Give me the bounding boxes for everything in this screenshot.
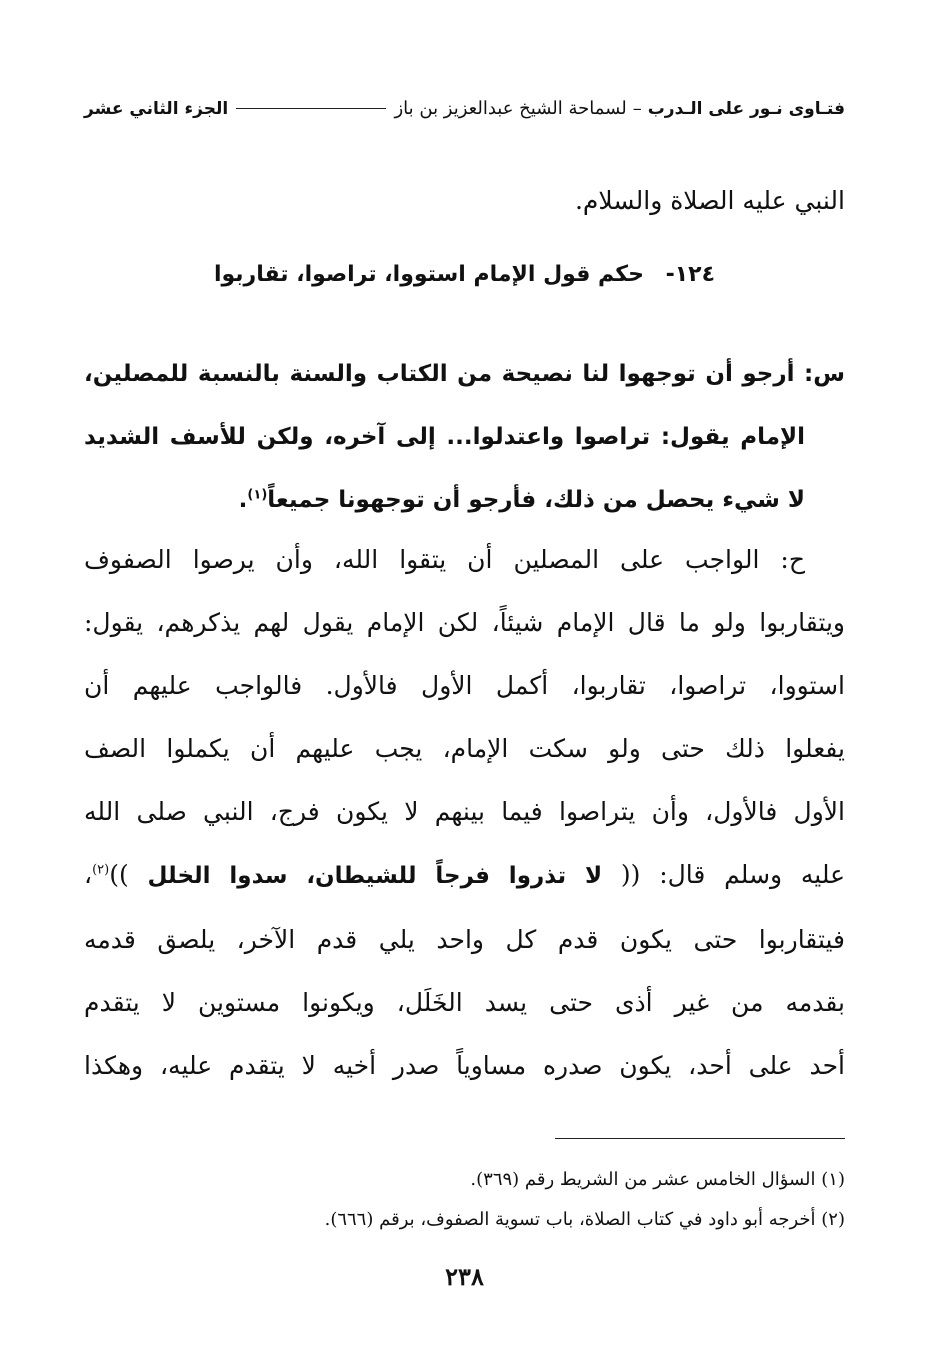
header-dash: –	[632, 98, 642, 119]
footnote-separator	[555, 1138, 845, 1139]
question-line-last	[84, 469, 845, 532]
question-end: .	[238, 487, 248, 513]
answer-line: يفعلوا ذلك حتى ولو سكت الإمام، يجب عليهم أن يكملوا الصف	[84, 734, 845, 763]
book-title: فتـاوى نـور على الـدرب	[647, 98, 845, 119]
question-line-text: لا شيء يحصل من ذلك، فأرجو أن توجهونا جميعاً	[267, 487, 805, 513]
running-header	[84, 98, 845, 119]
hadith-close: ))	[109, 860, 129, 889]
hadith-suffix: ،	[84, 860, 93, 889]
section-heading	[0, 262, 929, 287]
header-rule	[236, 108, 386, 109]
footnotes	[84, 1160, 845, 1240]
footnote-2: (٢) أخرجه أبو داود في كتاب الصلاة، باب تسوية الصفوف، برقم (٦٦٦).	[324, 1209, 845, 1230]
answer-line: بقدمه من غير أذى حتى يسد الخَلَل، ويكونوا مستوين لا يتقدم	[84, 988, 845, 1017]
answer-line: ويتقاربوا ولو ما قال الإمام شيئاً، لكن الإمام يقول لهم يذكرهم، يقول:	[84, 608, 845, 637]
answer-line: أحد على أحد، يكون صدره مساوياً صدر أخيه لا يتقدم عليه، وهكذا	[84, 1051, 845, 1080]
question-block	[84, 343, 845, 532]
hadith-quote: لا تذروا فرجاً للشيطان، سدوا الخلل	[147, 863, 603, 889]
answer-block	[84, 528, 845, 1097]
answer-line: فيتقاربوا حتى يكون قدم كل واحد يلي قدم الآخر، يلصق قدمه	[84, 925, 845, 954]
answer-line: الأول فالأول، وأن يتراصوا فيما بينهم لا يكون فرج، النبي صلى الله	[84, 797, 845, 826]
footnote-ref: (١)	[247, 487, 268, 503]
hadith-line	[84, 843, 845, 908]
page-number: ٢٣٨	[445, 1262, 484, 1291]
author-name: لسماحة الشيخ عبدالعزيز بن باز	[394, 98, 627, 119]
section-title: حكم قول الإمام استووا، تراصوا، تقاربوا	[213, 262, 644, 287]
question-line: س: أرجو أن توجهوا لنا نصيحة من الكتاب والسنة بالنسبة للمصلين،	[84, 361, 845, 387]
answer-line: استووا، تراصوا، تقاربوا، أكمل الأول فالأول. فالواجب عليهم أن	[84, 671, 845, 700]
footnote-1: (١) السؤال الخامس عشر من الشريط رقم (٣٦٩).	[470, 1169, 845, 1190]
question-line: الإمام يقول: تراصوا واعتدلوا... إلى آخره، ولكن للأسف الشديد	[84, 424, 805, 450]
opening-line: النبي عليه الصلاة والسلام.	[574, 186, 845, 215]
part-label: الجزء الثاني عشر	[84, 98, 229, 119]
footnote-ref: (٢)	[92, 862, 110, 878]
section-number: ١٢٤-	[665, 262, 716, 287]
answer-line: ح: الواجب على المصلين أن يتقوا الله، وأن يرصوا الصفوف	[84, 545, 805, 574]
hadith-prefix: عليه وسلم قال: ((	[620, 860, 846, 889]
